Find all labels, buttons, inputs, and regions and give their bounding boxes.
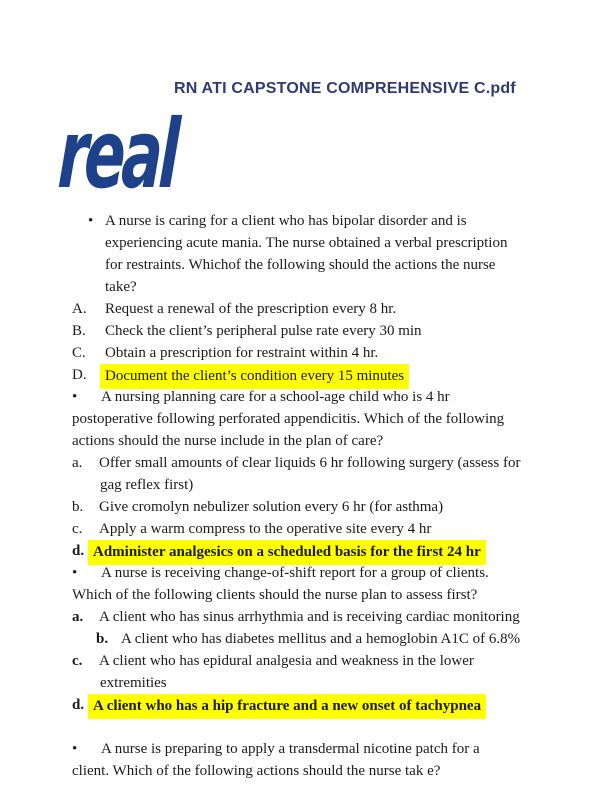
line-text: Check the client’s peripheral pulse rate every 30 min <box>105 323 422 339</box>
option-label: d. <box>72 543 85 559</box>
option-label: C. <box>72 345 86 361</box>
line-text: experiencing acute mania. The nurse obtained a verbal prescription <box>105 235 508 251</box>
option-label: B. <box>72 323 86 339</box>
line-text: take? <box>105 279 137 295</box>
line-text: A nursing planning care for a school-age child who is 4 hr <box>101 389 450 405</box>
document-line <box>0 584 612 606</box>
document-line <box>0 386 612 408</box>
option-label: D. <box>72 367 87 383</box>
line-text: extremities <box>100 675 167 691</box>
document-line <box>0 276 612 298</box>
option-label: a. <box>72 609 84 625</box>
document-line <box>0 364 612 386</box>
line-text: Apply a warm compress to the operative site every 4 hr <box>99 521 432 537</box>
document-line <box>0 430 612 452</box>
document-line <box>0 474 612 496</box>
document-title: RN ATI CAPSTONE COMPREHENSIVE C.pdf <box>174 80 516 97</box>
document-line <box>0 320 612 342</box>
option-label: b. <box>96 631 109 647</box>
line-text: A client who has sinus arrhythmia and is receiving cardiac monitoring <box>99 609 520 625</box>
real-logo: real <box>55 100 179 210</box>
line-text: A nurse is receiving change-of-shift report for a group of clients. <box>101 565 489 581</box>
option-label: c. <box>72 653 83 669</box>
document-line <box>0 210 612 232</box>
document-line <box>0 760 612 782</box>
line-text: A nurse is caring for a client who has bipolar disorder and is <box>105 213 467 229</box>
highlighted-answer-text: Administer analgesics on a scheduled basis for the first 24 hr <box>88 540 486 565</box>
document-line <box>0 606 612 628</box>
option-label: d. <box>72 697 85 713</box>
option-label: b. <box>72 499 84 515</box>
line-text: postoperative following perforated appendicitis. Which of the following <box>72 411 505 427</box>
highlighted-answer-text: A client who has a hip fracture and a new onset of tachypnea <box>88 694 486 719</box>
option-label: a. <box>72 455 83 471</box>
line-text: A client who has epidural analgesia and weakness in the lower <box>99 653 474 669</box>
document-line <box>0 650 612 672</box>
document-line <box>0 518 612 540</box>
document-line <box>0 254 612 276</box>
line-text: A nurse is preparing to apply a transdermal nicotine patch for a <box>101 741 480 757</box>
document-line <box>0 452 612 474</box>
document-line <box>0 408 612 430</box>
document-line <box>0 540 612 562</box>
line-text: Obtain a prescription for restraint within 4 hr. <box>105 345 379 361</box>
line-text: A client who has diabetes mellitus and a hemoglobin A1C of 6.8% <box>121 631 521 647</box>
line-text: gag reflex first) <box>100 477 194 493</box>
bullet-marker: • <box>72 741 78 757</box>
document-line <box>0 694 612 716</box>
highlighted-answer-text: Document the client’s condition every 15 minutes <box>100 364 409 389</box>
document-line <box>0 232 612 254</box>
line-text: Offer small amounts of clear liquids 6 hr following surgery (assess for <box>99 455 521 471</box>
line-text: for restraints. Whichof the following should the actions the nurse <box>105 257 496 273</box>
document-line <box>0 628 612 650</box>
bullet-marker: • <box>72 565 78 581</box>
bullet-marker: • <box>72 389 78 405</box>
line-text: Request a renewal of the prescription every 8 hr. <box>105 301 397 317</box>
bullet-marker: • <box>88 213 94 229</box>
line-text: client. Which of the following actions should the nurse tak e? <box>72 763 441 779</box>
option-label: c. <box>72 521 83 537</box>
document-line <box>0 298 612 320</box>
line-text: Which of the following clients should the nurse plan to assess first? <box>72 587 478 603</box>
document-line <box>0 342 612 364</box>
option-label: A. <box>72 301 87 317</box>
line-text: actions should the nurse include in the plan of care? <box>72 433 384 449</box>
document-line <box>0 496 612 518</box>
document-line <box>0 672 612 694</box>
document-line <box>0 562 612 584</box>
document-line <box>0 738 612 760</box>
line-text: Give cromolyn nebulizer solution every 6 hr (for asthma) <box>99 499 444 515</box>
